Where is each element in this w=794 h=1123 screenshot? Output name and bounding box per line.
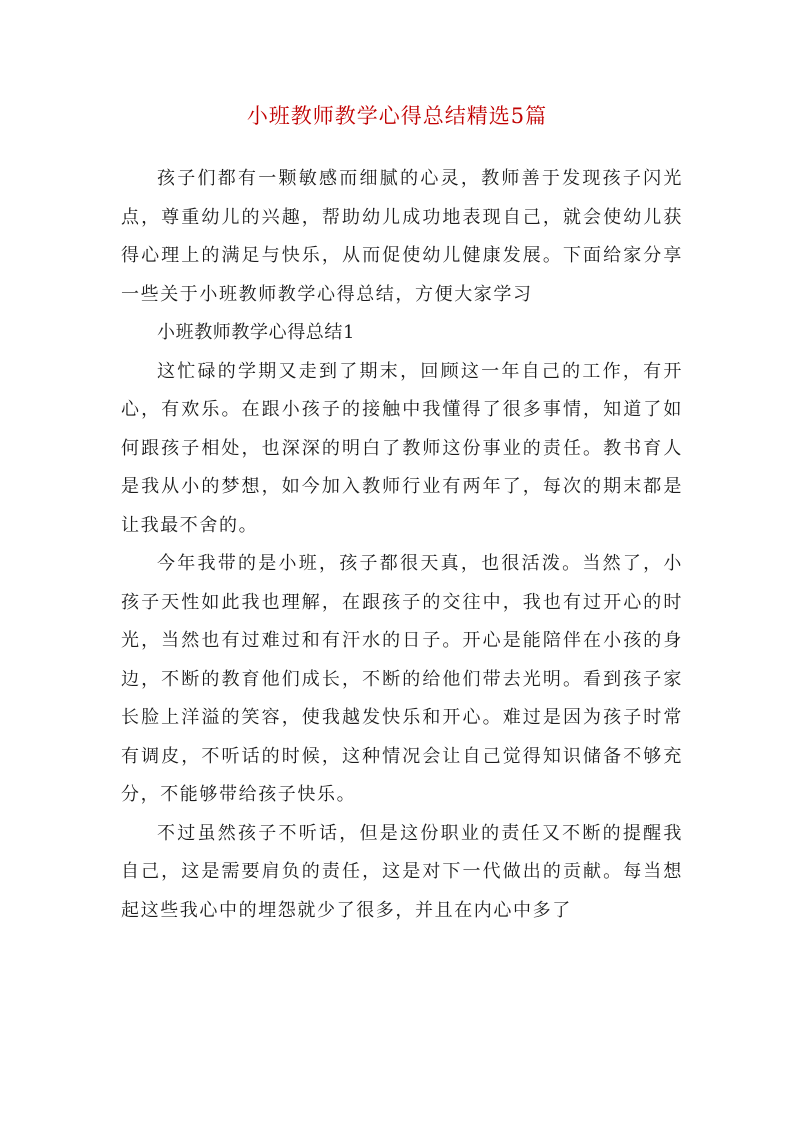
body-paragraph: 今年我带的是小班，孩子都很天真，也很活泼。当然了，小孩子天性如此我也理解，在跟孩子的交往中，我也有过开心的时光，当然也有过难过和有汗水的日子。开心是能陪伴在小孩的身边，不断的教育他们成长，不断的给他们带去光明。看到孩子家长脸上洋溢的笑容，使我越发快乐和开心。难过是因为孩子时常有调皮，不听话的时候，这种情况会让自己觉得知识储备不够充分，不能够带给孩子快乐。: [121, 553, 683, 805]
body-paragraph: 这忙碌的学期又走到了期末，回顾这一年自己的工作，有开心，有欢乐。在跟小孩子的接触中我懂得了很多事情，知道了如何跟孩子相处，也深深的明白了教师这份事业的责任。教书育人是我从小的梦想，如今加入教师行业有两年了，每次的期末都是让我最不舍的。: [121, 360, 683, 536]
document-body: [121, 160, 683, 930]
section-heading: 小班教师教学心得总结1: [157, 322, 356, 343]
intro-paragraph: 孩子们都有一颗敏感而细腻的心灵，教师善于发现孩子闪光点，尊重幼儿的兴趣，帮助幼儿成功地表现自己，就会使幼儿获得心理上的满足与快乐，从而促使幼儿健康发展。下面给家分享一些关于小班教师教学心得总结，方便大家学习: [121, 168, 683, 305]
body-paragraph: 不过虽然孩子不听话，但是这份职业的责任又不断的提醒我自己，这是需要肩负的责任，这是对下一代做出的贡献。每当想起这些我心中的埋怨就少了很多，并且在内心中多了: [121, 822, 683, 921]
document-title: 小班教师教学心得总结精选5篇: [246, 104, 548, 128]
